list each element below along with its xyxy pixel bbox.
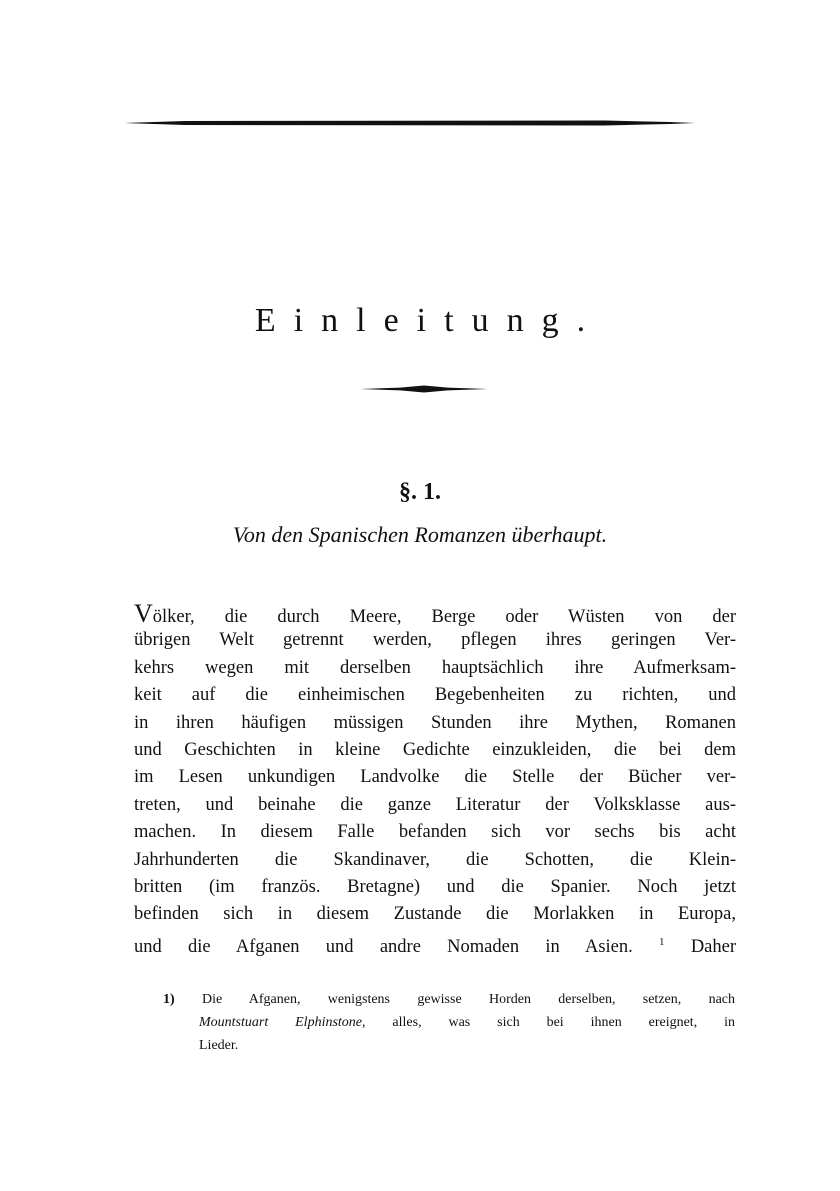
title-ornament-rule <box>360 384 488 394</box>
footnote <box>163 988 735 1057</box>
body-line: in ihren häufigen müssigen Stunden ihre Mythen, Romanen <box>134 712 736 733</box>
footnote-line: Lieder. <box>199 1038 239 1053</box>
body-paragraph <box>134 600 736 956</box>
footnote-reference: 1 <box>659 935 665 948</box>
section-number: §. 1. <box>399 479 441 505</box>
catchword: Daher <box>690 936 737 957</box>
body-line: befinden sich in diesem Zustande die Morlakken in Europa, <box>134 904 736 925</box>
top-rule <box>125 120 695 126</box>
body-line: Völker, die durch Meere, Berge oder Wüsten von der <box>134 599 736 628</box>
body-line: kehrs wegen mit derselben hauptsächlich ihre Aufmerksam- <box>134 657 736 678</box>
body-line: und Geschichten in kleine Gedichte einzukleiden, die bei dem <box>134 739 736 760</box>
body-line-last <box>134 929 736 956</box>
body-line: keit auf die einheimischen Begebenheiten zu richten, und <box>134 685 736 706</box>
body-line: britten (im französ. Bretagne) und die Spanier. Noch jetzt <box>134 876 736 897</box>
footnote-text: , alles, was sich bei ihnen ereignet, in <box>362 1015 735 1030</box>
body-line: machen. In diesem Falle befanden sich vor sechs bis acht <box>134 822 736 843</box>
body-line: treten, und beinahe die ganze Literatur der Volksklasse aus- <box>134 794 736 815</box>
footnote-line <box>163 1011 735 1034</box>
body-line: übrigen Welt getrennt werden, pflegen ihres geringen Ver- <box>134 630 736 651</box>
footnote-marker: 1) <box>163 992 175 1007</box>
body-line-text: und die Afganen und andre Nomaden in Asien. <box>134 936 633 957</box>
body-line: Jahrhunderten die Skandinaver, die Schotten, die Klein- <box>134 849 736 870</box>
footnote-text: Die Afganen, wenigstens gewisse Horden derselben, setzen, nach <box>202 992 735 1007</box>
footnote-author-name: Mountstuart Elphinstone <box>199 1015 363 1030</box>
footnote-line <box>163 988 735 1011</box>
body-line: im Lesen unkundigen Landvolke die Stelle der Bücher ver- <box>134 767 736 788</box>
chapter-title: Einleitung. <box>254 302 604 339</box>
section-heading: Von den Spanischen Romanzen überhaupt. <box>232 522 608 547</box>
